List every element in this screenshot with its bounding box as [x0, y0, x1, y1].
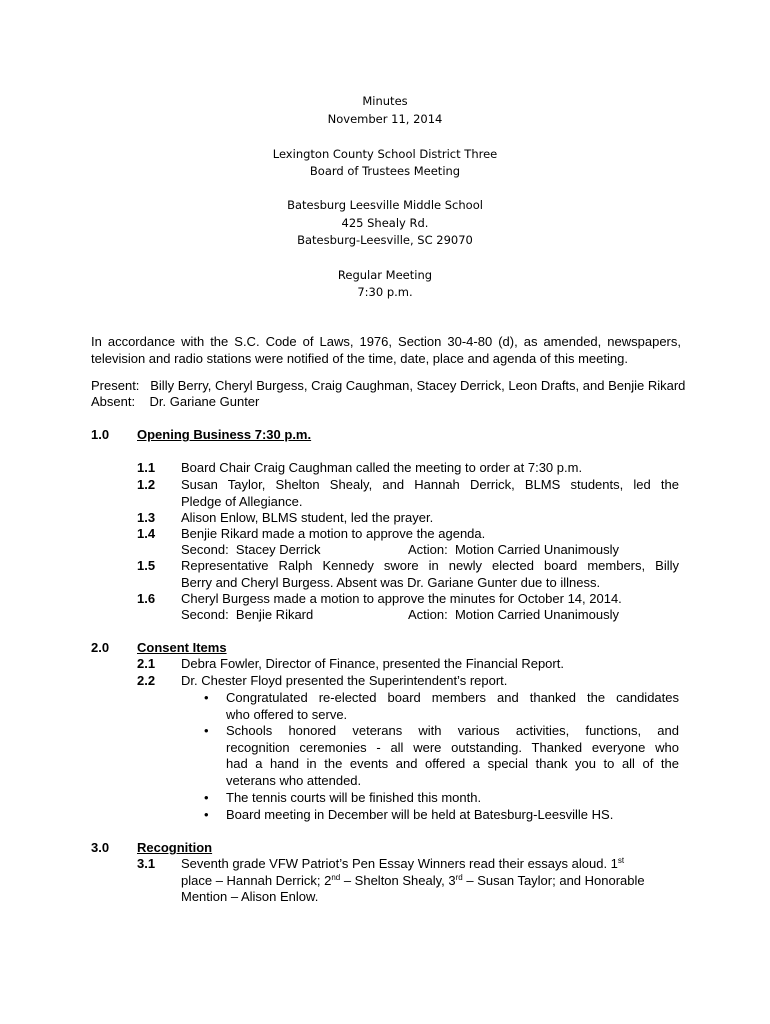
- bullet-text: [226, 723, 679, 789]
- bullet-marker: •: [204, 807, 209, 822]
- item-number: 1.6: [137, 591, 156, 606]
- ordinal-suffix: st: [617, 856, 625, 865]
- notice-paragraph: [91, 334, 681, 367]
- ordinal-suffix: nd: [331, 872, 341, 882]
- bullet-line: who offered to serve.: [226, 706, 348, 722]
- item-line: Susan Taylor, Shelton Shealy, and Hannah Derrick, BLMS students, led the: [181, 477, 679, 492]
- item-text: Cheryl Burgess made a motion to approve the minutes for October 14, 2014.: [181, 591, 622, 606]
- text-run: place – Hannah Derrick; 2: [181, 872, 332, 888]
- org-board: Board of Trustees Meeting: [309, 164, 461, 178]
- section-number: 1.0: [91, 427, 110, 442]
- ordinal-suffix: rd: [455, 872, 463, 882]
- item-number: 3.1: [137, 856, 156, 871]
- item-line: [181, 873, 679, 890]
- bullet-text: [226, 690, 679, 723]
- item-number: 1.1: [137, 460, 156, 475]
- item-number: 1.2: [137, 477, 156, 492]
- item-line: Berry and Cheryl Burgess. Absent was Dr. Gariane Gunter due to illness.: [181, 574, 601, 590]
- motion-action: Action: Motion Carried Unanimously: [408, 607, 619, 622]
- text-run: – Shelton Shealy, 3: [340, 872, 456, 888]
- item-text: [181, 477, 679, 510]
- item-line: [181, 856, 679, 873]
- item-text: [181, 558, 679, 591]
- bullet-line: recognition ceremonies - all were outstanding. Thanked everyone who: [226, 739, 679, 755]
- bullet-text: Board meeting in December will be held at Batesburg-Leesville HS.: [226, 807, 614, 822]
- bullet-line: Schools honored veterans with various activities, functions, and: [226, 723, 679, 738]
- location-street: 425 Shealy Rd.: [341, 216, 429, 230]
- item-number: 1.3: [137, 510, 156, 525]
- item-number: 2.1: [137, 656, 156, 671]
- org-name: Lexington County School District Three: [272, 147, 498, 161]
- item-text: Board Chair Craig Caughman called the meeting to order at 7:30 p.m.: [181, 460, 583, 475]
- item-text: Benjie Rikard made a motion to approve the agenda.: [181, 526, 486, 541]
- meeting-time: 7:30 p.m.: [357, 285, 413, 299]
- bullet-line: Congratulated re-elected board members and thanked the candidates: [226, 690, 679, 705]
- notice-line: In accordance with the S.C. Code of Laws, 1976, Section 30-4-80 (d), as amended, newspapers,: [91, 334, 681, 349]
- section-title: Opening Business 7:30 p.m.: [137, 427, 312, 442]
- bullet-marker: •: [204, 790, 209, 805]
- location-name: Batesburg Leesville Middle School: [287, 198, 483, 212]
- section-number: 2.0: [91, 640, 110, 655]
- bullet-line: had a hand in the events and offered a special thank you to all of the: [226, 756, 679, 771]
- item-text: Dr. Chester Floyd presented the Superintendent’s report.: [181, 673, 508, 688]
- item-text: [181, 856, 679, 906]
- item-text: Debra Fowler, Director of Finance, presented the Financial Report.: [181, 656, 564, 671]
- item-line: Representative Ralph Kennedy swore in newly elected board members, Billy: [181, 558, 679, 573]
- bullet-marker: •: [204, 690, 209, 705]
- text-run: – Susan Taylor; and Honorable: [462, 872, 645, 888]
- doc-title: Minutes: [362, 94, 408, 108]
- item-number: 2.2: [137, 673, 156, 688]
- meeting-type: Regular Meeting: [337, 268, 433, 282]
- motion-action: Action: Motion Carried Unanimously: [408, 542, 619, 557]
- item-number: 1.4: [137, 526, 156, 541]
- bullet-line: veterans who attended.: [226, 772, 362, 788]
- bullet-text: The tennis courts will be finished this month.: [226, 790, 482, 805]
- section-title: Recognition: [137, 840, 213, 855]
- bullet-marker: •: [204, 723, 209, 738]
- location-city: Batesburg-Leesville, SC 29070: [297, 233, 473, 247]
- item-line: Pledge of Allegiance.: [181, 493, 303, 509]
- attendance-absent: Absent: Dr. Gariane Gunter: [91, 394, 260, 409]
- meeting-date: November 11, 2014: [327, 112, 443, 126]
- item-number: 1.5: [137, 558, 156, 573]
- item-text: Alison Enlow, BLMS student, led the prayer.: [181, 510, 434, 525]
- section-title: Consent Items: [137, 640, 227, 655]
- notice-line: television and radio stations were notified of the time, date, place and agenda of this meeting.: [91, 350, 628, 366]
- text-run: Seventh grade VFW Patriot’s Pen Essay Winners read their essays aloud. 1: [181, 856, 618, 871]
- attendance-present: Present: Billy Berry, Cheryl Burgess, Craig Caughman, Stacey Derrick, Leon Drafts, and Benjie Rikard: [91, 378, 686, 393]
- item-line: Mention – Alison Enlow.: [181, 889, 319, 904]
- motion-second: Second: Benjie Rikard: [181, 607, 314, 622]
- section-number: 3.0: [91, 840, 110, 855]
- motion-second: Second: Stacey Derrick: [181, 542, 321, 557]
